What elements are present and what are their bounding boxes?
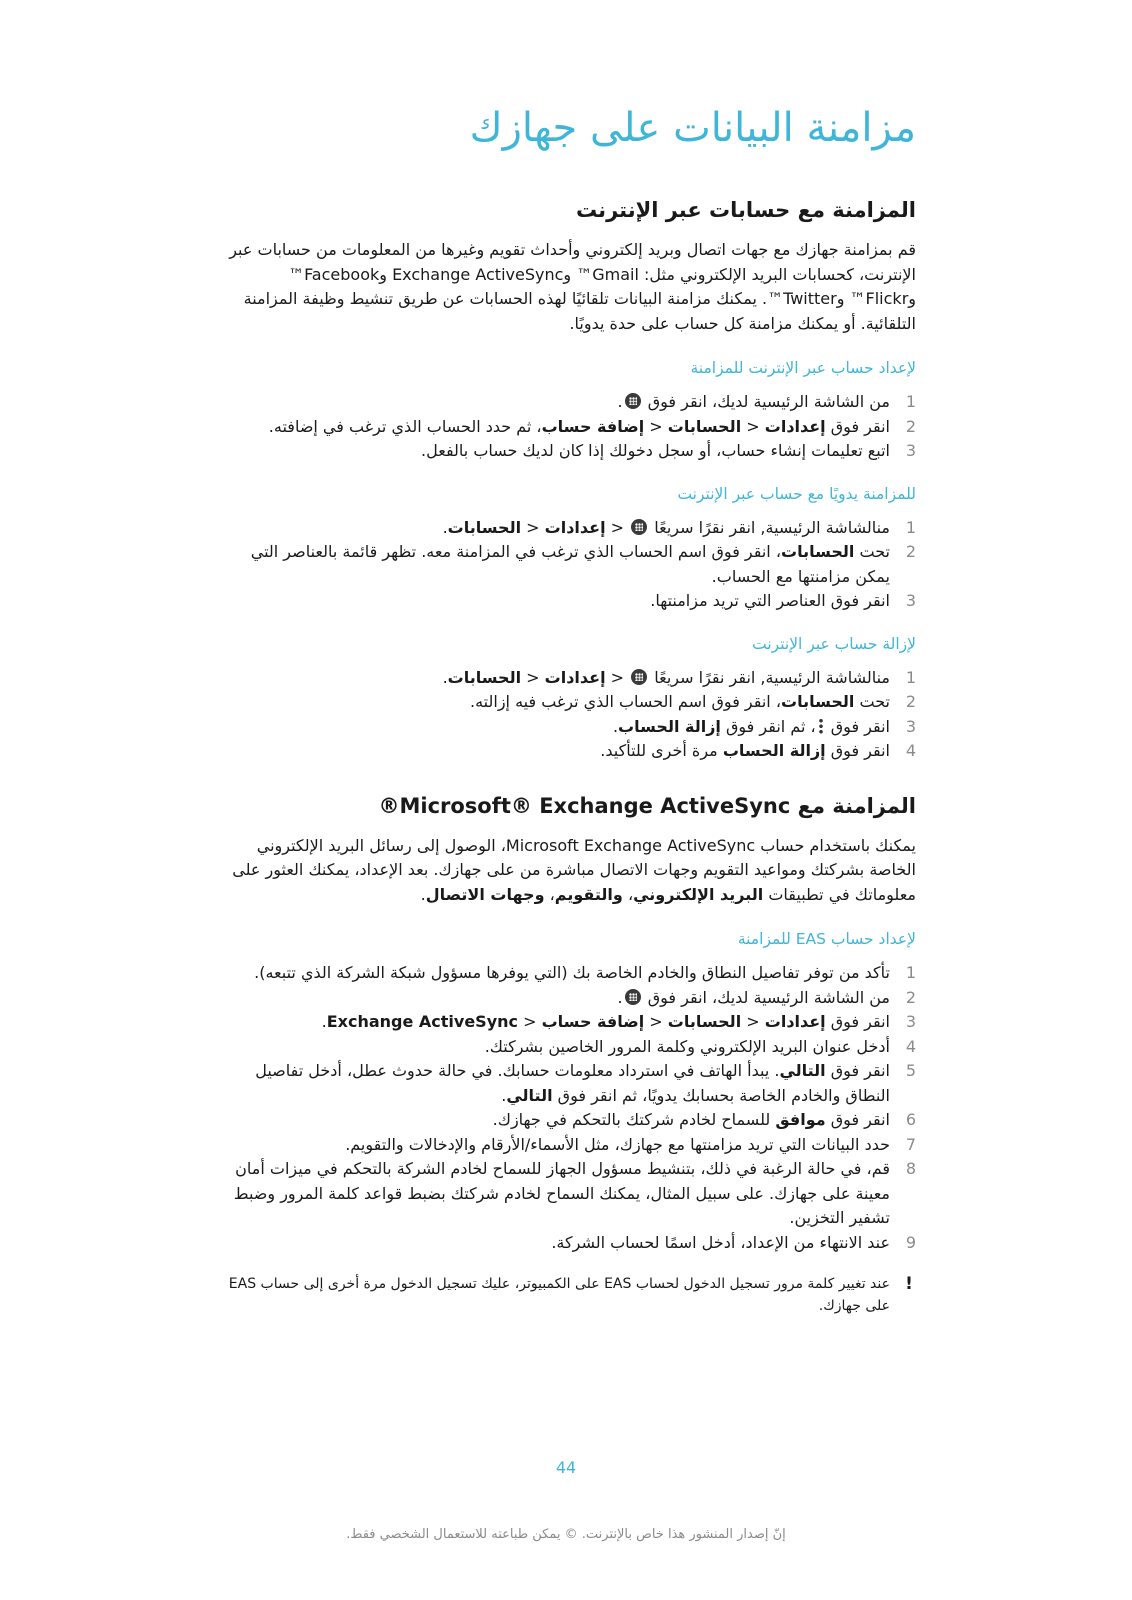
steps-setup-online-account	[222, 390, 916, 464]
list-item: 7 حدد البيانات التي تريد مزامنتها مع جهازك، مثل الأسماء/الأرقام والإدخالات والتقويم.	[345, 1134, 916, 1154]
list-item: 8 قم، في حالة الرغبة في ذلك، بتنشيط مسؤول الجهاز للسماح لخادم الشركة بالتحكم في ميزات أمان معينة على جهازك. على سبيل المثال، يمكنك السماح لخادم شركتك بضبط قواعد كلمة المرور وضبط تشفير التخزين.	[233, 1159, 916, 1227]
list-item: 2 من الشاشة الرئيسية لديك، انقر فوق .	[617, 987, 916, 1007]
list-item: 6 انقر فوق موافق للسماح لخادم شركتك بالتحكم في جهازك.	[492, 1110, 916, 1129]
subheading-setup-online-account: لإعداد حساب عبر الإنترنت للمزامنة	[690, 359, 916, 377]
subheading-remove-account: لإزالة حساب عبر الإنترنت	[752, 634, 916, 653]
steps-remove-account	[222, 666, 916, 764]
list-item: 1 من الشاشة الرئيسية لديك، انقر فوق .	[617, 392, 916, 411]
warning-note: ! عند تغيير كلمة مرور تسجيل الدخول لحساب EAS على الكمبيوتر، عليك تسجيل الدخول مرة أخرى إلى حساب EAS على جهازك.	[222, 1273, 916, 1317]
apps-icon	[631, 669, 647, 685]
list-item: 4 انقر فوق إزالة الحساب مرة أخرى للتأكيد.	[600, 741, 916, 760]
list-item: 3 اتبع تعليمات إنشاء حساب، أو سجل دخولك إذا كان لديك حساب بالفعل.	[421, 441, 916, 460]
more-icon	[818, 718, 824, 734]
page-title: مزامنة البيانات على جهازك	[469, 105, 916, 151]
list-item: 4 أدخل عنوان البريد الإلكتروني وكلمة المرور الخاصين بشركتك.	[484, 1036, 916, 1056]
list-item: 2 تحت الحسابات، انقر فوق اسم الحساب الذي ترغب في المزامنة معه. تظهر قائمة بالعناصر التي يمكن مزامنتها مع الحساب.	[250, 542, 916, 586]
page-number: 44	[555, 1458, 577, 1477]
list-item: 3 انقر فوق ، ثم انقر فوق إزالة الحساب.	[612, 716, 916, 736]
list-item: 9 عند الانتهاء من الإعداد، أدخل اسمًا لحساب الشركة.	[551, 1232, 916, 1252]
apps-icon	[625, 393, 641, 409]
list-item: 1 تأكد من توفر تفاصيل النطاق والخادم الخاصة بك (التي يوفرها مسؤول شبكة الشركة الذي تتبعه).	[254, 963, 916, 982]
section-intro-online-accounts: قم بمزامنة جهازك مع جهات اتصال وبريد إلكتروني وأحداث تقويم وغيرها من المعلومات من حسابات عبر الإنترنت، كحسابات البريد الإلكتروني مثل: Gmail™ وExchange ActiveSync وFacebook™ وFlickr™ وTwitter™. يمكنك مزامنة البيانات تلقائيًا لهذه الحسابات عن طريق تنشيط وظيفة المزامنة التلقائية. أو يمكنك مزامنة كل حساب على حدة يدويًا.	[229, 240, 916, 333]
list-item: 5 انقر فوق التالي. يبدأ الهاتف في استرداد معلومات حسابك. في حالة حدوث عطل، أدخل تفاصيل النطاق والخادم الخاصة بحسابك يدويًا، ثم انقر فوق التالي.	[255, 1061, 916, 1105]
list-item: 2 انقر فوق إعدادات < الحسابات < إضافة حساب، ثم حدد الحساب الذي ترغب في إضافته.	[268, 416, 916, 436]
page-content	[222, 100, 916, 1317]
list-item: 3 انقر فوق العناصر التي تريد مزامنتها.	[650, 591, 916, 610]
warning-icon: !	[905, 1274, 913, 1294]
list-item: 1 منالشاشة الرئيسية, انقر نقرًا سريعًا < إعدادات < الحسابات.	[442, 517, 916, 537]
steps-setup-eas	[222, 961, 916, 1255]
section-heading-online-accounts: المزامنة مع حسابات عبر الإنترنت	[575, 198, 916, 222]
list-item: 1 منالشاشة الرئيسية, انقر نقرًا سريعًا < إعدادات < الحسابات.	[442, 667, 916, 687]
subheading-setup-eas: لإعداد حساب EAS للمزامنة	[737, 930, 916, 948]
steps-manual-sync	[222, 516, 916, 614]
section-heading-exchange: المزامنة مع Microsoft® Exchange ActiveSync®	[378, 793, 916, 818]
subheading-manual-sync: للمزامنة يدويًا مع حساب عبر الإنترنت	[677, 484, 916, 503]
list-item: 3 انقر فوق إعدادات < الحسابات < إضافة حساب < Exchange ActiveSync.	[321, 1012, 916, 1031]
apps-icon	[631, 519, 647, 535]
apps-icon	[625, 989, 641, 1005]
page-footer: إنّ إصدار المنشور هذا خاص بالإنترنت. © يمكن طباعته للاستعمال الشخصي فقط.	[346, 1527, 786, 1542]
list-item: 2 تحت الحسابات، انقر فوق اسم الحساب الذي ترغب فيه إزالته.	[470, 692, 916, 711]
section-intro-exchange: يمكنك باستخدام حساب Microsoft Exchange ActiveSync، الوصول إلى رسائل البريد الإلكتروني الخاصة بشركتك ومواعيد التقويم وجهات الاتصال مباشرة من على جهازك. بعد الإعداد، يمكنك العثور على معلوماتك في تطبيقات البريد الإلكتروني، والتقويم، وجهات الاتصال.	[232, 835, 916, 904]
